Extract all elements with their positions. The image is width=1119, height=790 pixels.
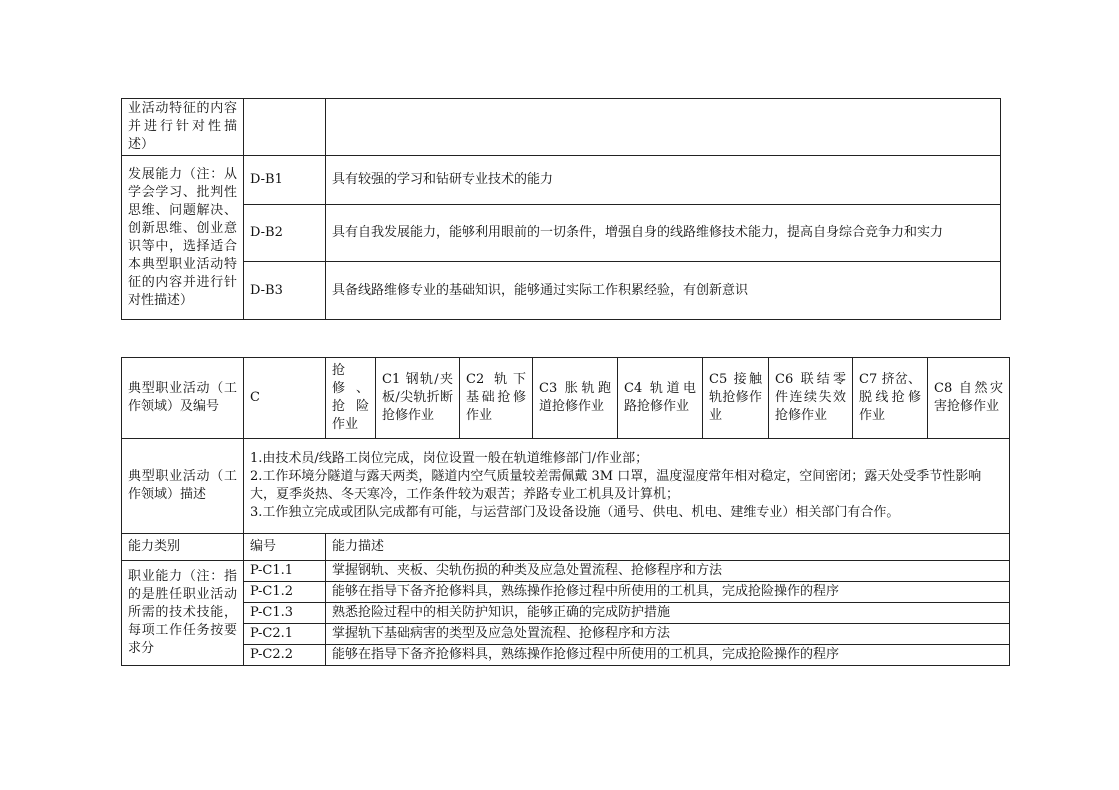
ability-code: D-B3: [244, 262, 326, 320]
table-row: [122, 439, 1010, 534]
ability-code: P-C2.2: [244, 645, 326, 666]
ability-description: [326, 99, 1001, 156]
ability-description: 掌握轨下基础病害的类型及应急处置流程、抢修程序和方法: [326, 624, 1010, 645]
ability-description: 具有自我发展能力，能够利用眼前的一切条件，增强自身的线路维修技术能力，提高自身综合竞争力和实力: [326, 205, 1001, 262]
table-row: [122, 561, 1010, 582]
header-description: 能力描述: [326, 534, 1010, 561]
ability-description: 熟悉抢险过程中的相关防护知识，能够正确的完成防护措施: [326, 603, 1010, 624]
domain-cell: C2 轨下基础抢修作业: [460, 358, 533, 439]
ability-description: 能够在指导下备齐抢修料具，熟练操作抢修过程中所使用的工机具，完成抢险操作的程序: [326, 582, 1010, 603]
activity-label: 典型职业活动（工作领域）及编号: [122, 358, 244, 439]
description-line: 3.工作独立完成或团队完成都有可能，与运营部门及设备设施（通号、供电、机电、建维专业）相关部门有合作。: [250, 505, 900, 520]
category-label-continued: 业活动特征的内容并进行针对性描述）: [122, 99, 244, 156]
description-line: 1.由技术员/线路工岗位完成，岗位设置一般在轨道维修部门/作业部；: [250, 451, 649, 466]
domain-cell: C8 自然灾害抢修作业: [928, 358, 1010, 439]
description-line: 2.工作环境分隧道与露天两类，隧道内空气质量较差需佩戴 3M 口罩，温度湿度常年相对稳定，空间密闭；露天处受季节性影响大，夏季炎热、冬天寒冷，工作条件较为艰苦；养路专业工机具及计算机；: [250, 469, 982, 502]
table-row: [122, 99, 1001, 156]
development-ability-table: [121, 98, 1001, 320]
emergency-repair-table: [121, 357, 1010, 666]
table-row: [122, 205, 1001, 262]
table-row: [122, 645, 1010, 666]
domain-cell: C4 轨道电路抢修作业: [618, 358, 703, 439]
domain-cell: C1 钢轨/夹板/尖轨折断抢修作业: [376, 358, 460, 439]
table-row: [122, 603, 1010, 624]
domain-cell: C3 胀轨跑道抢修作业: [533, 358, 618, 439]
ability-code: P-C1.1: [244, 561, 326, 582]
table-row: [122, 624, 1010, 645]
table-row: [122, 156, 1001, 205]
header-category: 能力类别: [122, 534, 244, 561]
development-ability-label: 发展能力（注：从学会学习、批判性思维、问题解决、创新思维、创业意识等中，选择适合本典型职业活动特征的内容并进行针对性描述）: [122, 156, 244, 320]
ability-description: 具备线路维修专业的基础知识，能够通过实际工作积累经验，有创新意识: [326, 262, 1001, 320]
ability-code: [244, 99, 326, 156]
professional-ability-label: 职业能力（注：指的是胜任职业活动所需的技术技能，每项工作任务按要求分: [122, 561, 244, 666]
header-code: 编号: [244, 534, 326, 561]
ability-code: P-C2.1: [244, 624, 326, 645]
ability-description: 具有较强的学习和钻研专业技术的能力: [326, 156, 1001, 205]
domain-cell: 抢修、抢险作业: [326, 358, 376, 439]
table-row: [122, 358, 1010, 439]
description-label: 典型职业活动（工作领域）描述: [122, 439, 244, 534]
activity-description: [244, 439, 1010, 534]
ability-description: 掌握钢轨、夹板、尖轨伤损的种类及应急处置流程、抢修程序和方法: [326, 561, 1010, 582]
domain-cell: C5 接触轨抢修作业: [703, 358, 769, 439]
domain-cell: C6 联结零件连续失效抢修作业: [769, 358, 853, 439]
table-row: [122, 582, 1010, 603]
ability-code: D-B2: [244, 205, 326, 262]
table-header-row: [122, 534, 1010, 561]
ability-code: P-C1.2: [244, 582, 326, 603]
table-row: [122, 262, 1001, 320]
ability-description: 能够在指导下备齐抢修料具，熟练操作抢修过程中所使用的工机具，完成抢险操作的程序: [326, 645, 1010, 666]
activity-code: C: [244, 358, 326, 439]
ability-code: P-C1.3: [244, 603, 326, 624]
domain-cell: C7 挤岔、脱线抢修作业: [853, 358, 928, 439]
ability-code: D-B1: [244, 156, 326, 205]
